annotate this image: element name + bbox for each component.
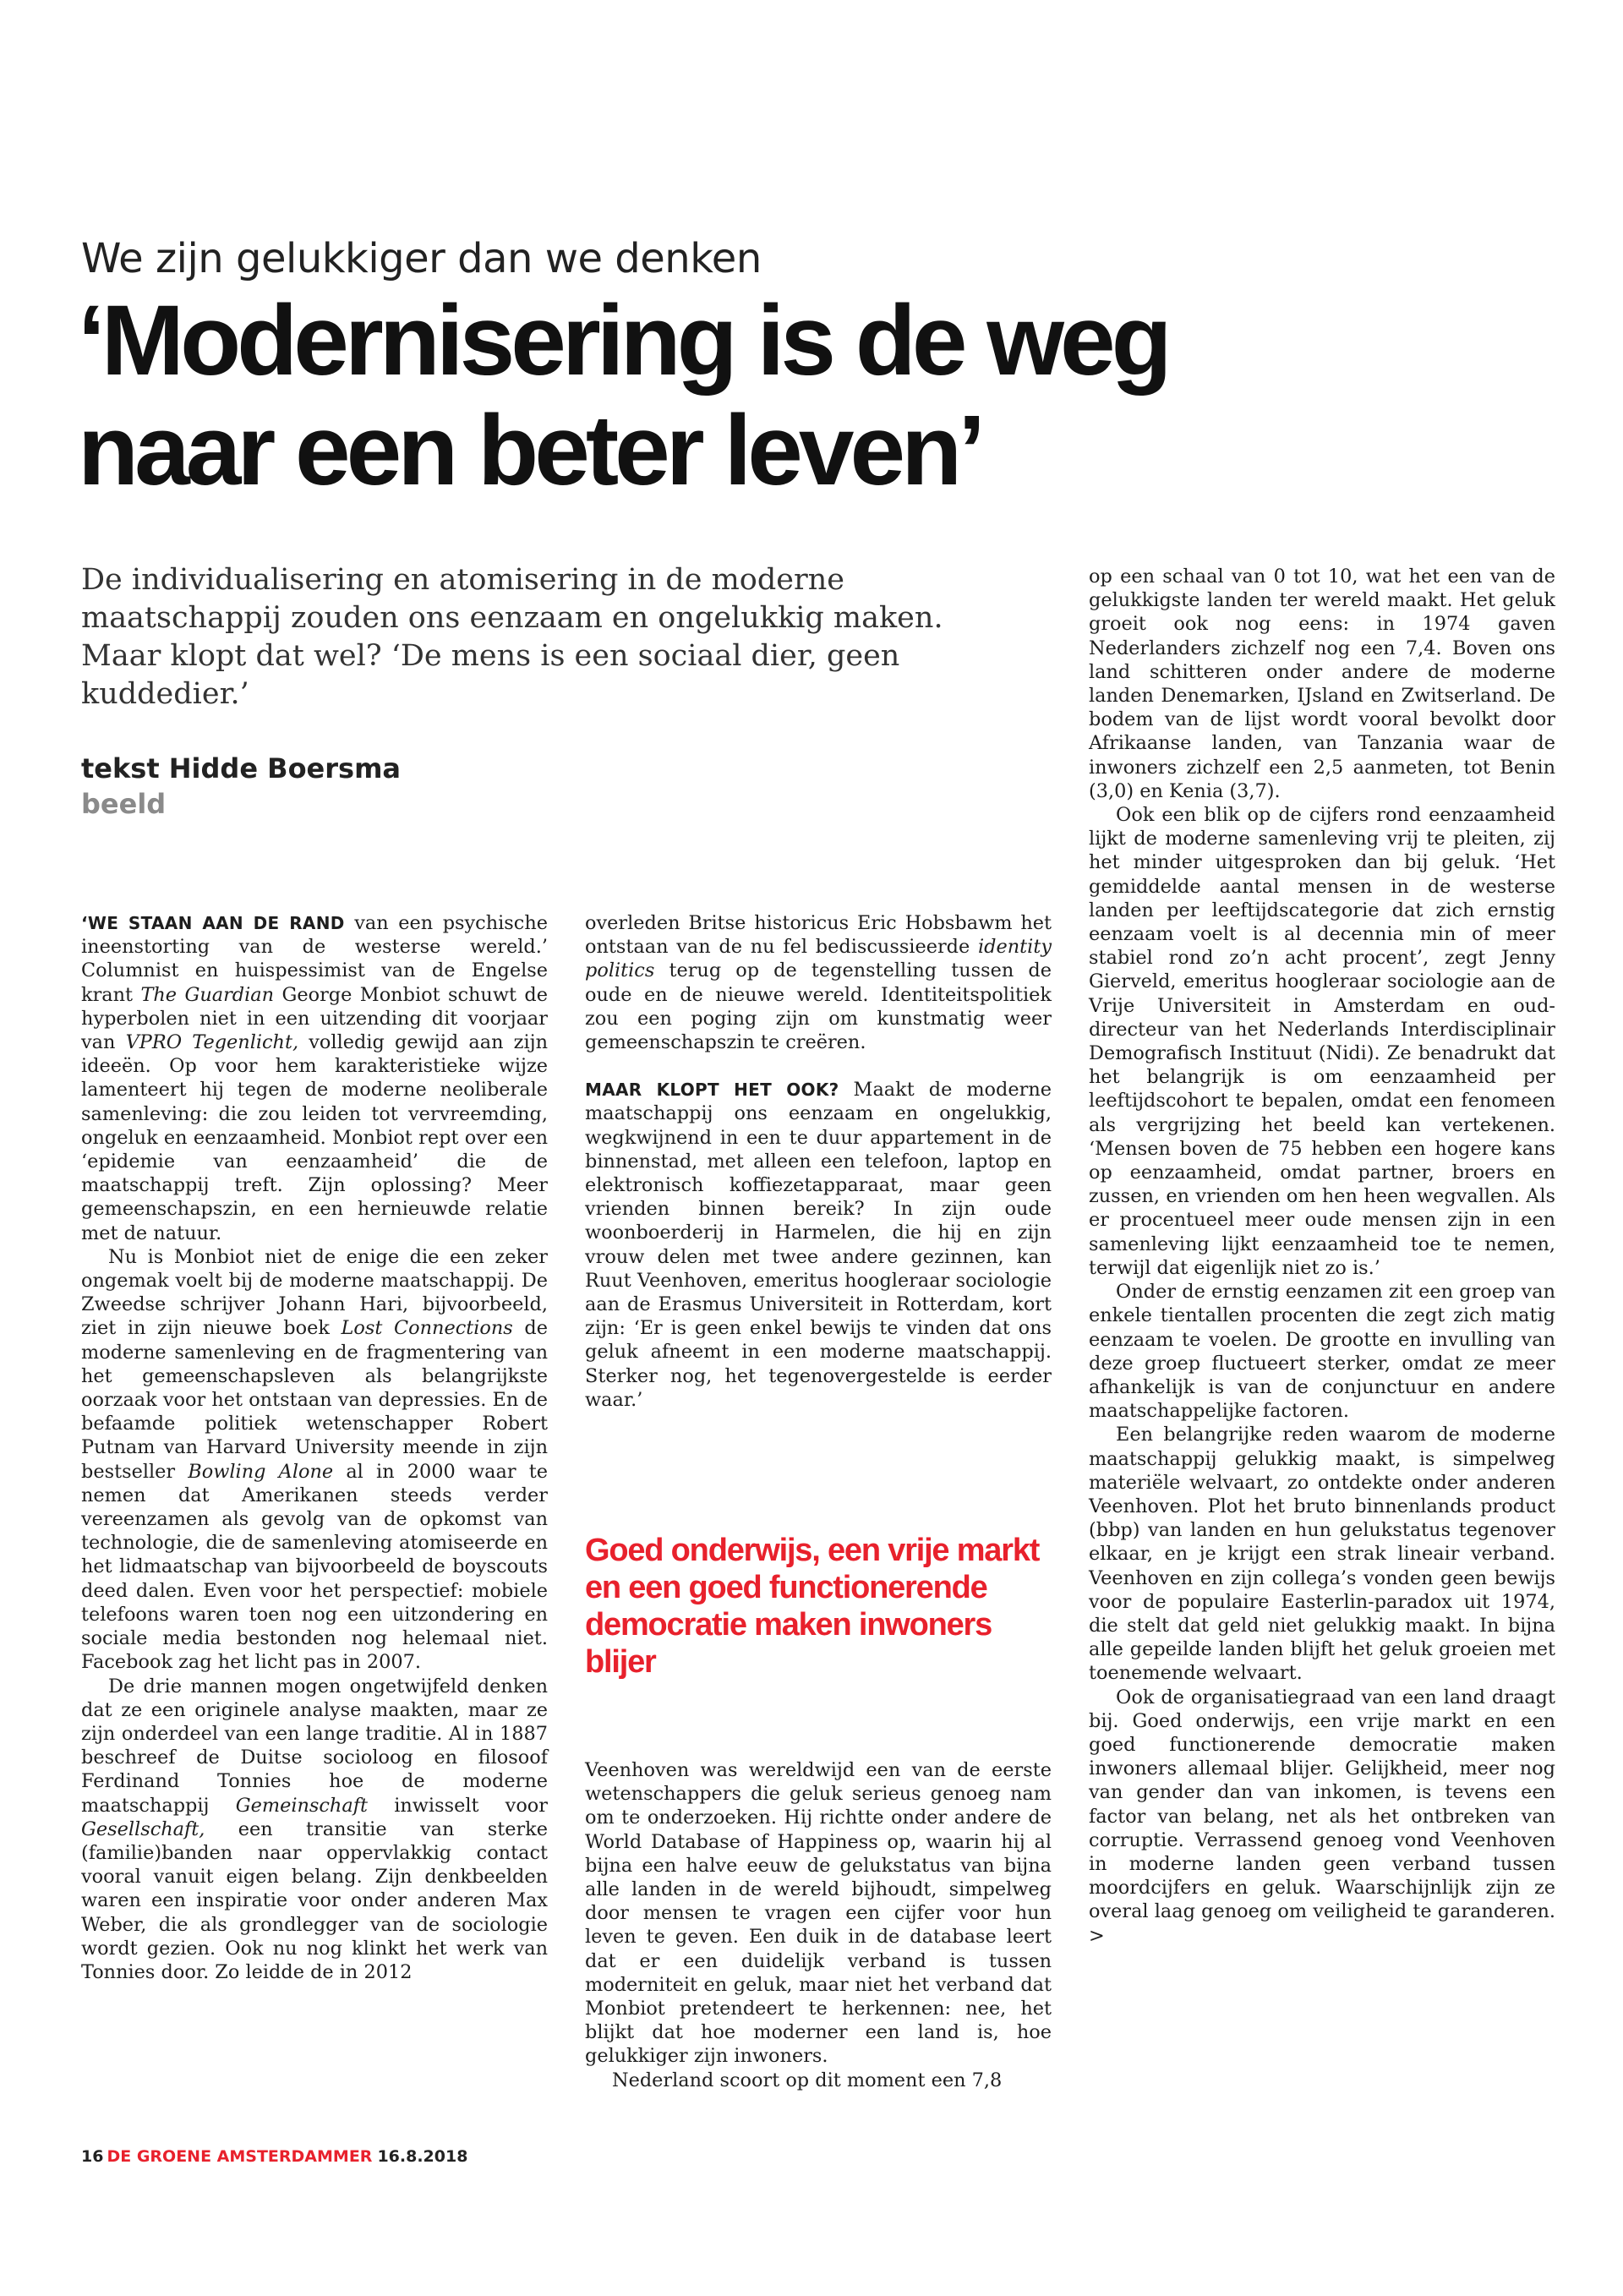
paragraph: Nu is Monbiot niet de enige die een zeker ongemak voelt bij de moderne maatschappij. De Zweedse schrijver Johann Hari, bijvoorbeeld, ziet in zijn nieuwe boek Lost Connections de moderne samenleving en de fragmentering van het gemeenschapsleven als belangrijkste oorzaak voor het ontstaan van depressies. En de befaamde politiek wetenschapper Robert Putnam van Harvard University meende in zijn bestseller Bowling Alone al in 2000 waar te nemen dat Amerikanen steeds verder vereenzamen als gevolg van de opkomst van technologie, die de samenleving atomiseerde en het lidmaatschap van bijvoorbeeld de boyscouts deed dalen. Even voor het perspectief: mobiele telefoons waren toen nog een uitzondering en sociale media bestonden nog helemaal niet. Facebook zag het licht pas in 2007. (81, 1245, 549, 1674)
byline (81, 751, 401, 822)
body-column-2-continued (585, 1758, 1052, 2092)
paragraph: De drie mannen mogen ongetwijfeld denken dat ze een originele analyse maakten, maar ze zijn onderdeel van een lange traditie. Al in 1887 beschreef de Duitse socioloog en filosoof Ferdinand Tonnies hoe de moderne maatschappij Gemeinschaft inwisselt voor Gesellschaft, een transitie van sterke (familie)banden naar oppervlakkig contact vooral vanuit eigen belang. Zijn denkbeelden waren een inspiratie voor onder anderen Max Weber, die als grondlegger van de sociologie wordt gezien. Ook nu nog klinkt het werk van Tonnies door. Zo leidde de in 2012 (81, 1675, 548, 1983)
article-headline (78, 286, 1346, 506)
paragraph: MAAR KLOPT HET OOK? Maakt de moderne maatschappij ons eenzaam en ongelukkig, wegkwijnend in een te duur appartement in de binnenstad, met alleen een telefoon, laptop en elektronisch koffiezetapparaat, maar geen vrienden binnen bereik? In zijn oude woonboerderij in Harmelen, die hij en zijn vrouw delen met twee andere gezinnen, kan Ruut Veenhoven, emeritus hoogleraar sociologie aan de Erasmus Universiteit in Rotterdam, kort zijn: ‘Er is geen enkel bewijs te vinden dat ons geluk afneemt in een moderne maatschappij. Sterker nog, het tegenovergestelde is eerder waar.’ (585, 1079, 1052, 1411)
paragraph: Een belangrijke reden waarom de moderne maatschappij gelukkig maakt, is simpelweg materiële welvaart, zo ontdekte onder anderen Veenhoven. Plot het bruto binnenlands product (bbp) van landen en hun gelukstatus tegenover elkaar, en je krijgt een strak lineair verband. Veenhoven en zijn collega’s vonden geen bewijs voor de populaire Easterlin-paradox uit 1974, die stelt dat geld niet gelukkig maakt. In bijna alle gepeilde landen blijft het geluk groeien met toenemende welvaart. (1089, 1424, 1555, 1685)
page-footer (81, 2147, 467, 2166)
body-column-3 (1089, 565, 1555, 1948)
paragraph: Nederland scoort op dit moment een 7,8 (612, 2069, 1003, 2091)
byline-author: tekst Hidde Boersma (81, 752, 402, 784)
paragraph: Onder de ernstig eenzamen zit een groep van enkele tientallen procenten die zegt zich matig eenzaam te voelen. De grootte en invulling van deze groep fluctueert sterker, omdat ze meer afhankelijk is van de conjunctuur en andere maatschappelijke factoren. (1089, 1281, 1555, 1423)
pull-quote: Goed onderwijs, een vrije markt en een goed functionerende democratie maken inwoners blijer (585, 1533, 1040, 1680)
byline-image-credit: beeld (81, 788, 167, 820)
paragraph: Veenhoven was wereldwijd een van de eerste wetenschappers die geluk serieus genoeg nam om te onderzoeken. Hij richtte onder andere de World Database of Happiness op, waarin hij al bijna een halve eeuw de gelukstatus van bijna alle landen in de wereld bijhoudt, simpelweg door mensen te vragen een cijfer voor hun leven te geven. Een duik in de database leert dat er een duidelijk verband is tussen moderniteit en geluk, maar niet het verband dat Monbiot pretendeert te herkennen: nee, het blijkt dat hoe moderner een land is, hoe gelukkiger zijn inwoners. (585, 1759, 1052, 2068)
paragraph: overleden Britse historicus Eric Hobsbawm het ontstaan van de nu fel bediscussieerde identity politics terug op de tegenstelling tussen de oude en de nieuwe wereld. Identiteitspolitiek zou een poging zijn om kunstmatig weer gemeenschapszin te creëren. (585, 912, 1052, 1054)
page-number: 16 (81, 2147, 104, 2166)
headline-line-1: ‘Modernisering is de weg (78, 285, 1168, 396)
body-column-1 (81, 911, 548, 1984)
lead-in: MAAR KLOPT HET OOK? (585, 1080, 839, 1101)
article-intro: De individualisering en atomisering in de moderne maatschappij zouden ons eenzaam en ongelukkig maken. Maar klopt dat wel? ‘De mens is een sociaal dier, geen kuddedier.’ (81, 563, 943, 711)
article-kicker: We zijn gelukkiger dan we denken (81, 235, 762, 282)
paragraph: Ook de organisatiegraad van een land draagt bij. Goed onderwijs, een vrije markt en een goed functionerende democratie maken inwoners allemaal blijer. Gelijkheid, meer nog van gender dan van inkomen, is tevens een factor van belang, net als het ontbreken van corruptie. Verrassend genoeg vond Veenhoven in moderne landen geen verband tussen moordcijfers en geluk. Waarschijnlijk zijn ze overal laag genoeg om veiligheid te garanderen. > (1089, 1686, 1555, 1947)
paragraph: op een schaal van 0 tot 10, wat het een van de gelukkigste landen ter wereld maakt. Het geluk groeit ook nog eens: in 1974 gaven Nederlanders zichzelf nog een 7,4. Boven ons land schitteren onder andere de moderne landen Denemarken, IJsland en Zwitserland. De bodem van de lijst wordt vooral bevolkt door Afrikaanse landen, van Tanzania waar de inwoners zichzelf een 2,5 aanmeten, tot Benin (3,0) en Kenia (3,7). (1089, 566, 1555, 802)
headline-line-2: naar een beter leven’ (78, 395, 982, 506)
lead-in: ‘WE STAAN AAN DE RAND (81, 913, 345, 933)
body-column-2 (585, 911, 1052, 1412)
paragraph: ‘WE STAAN AAN DE RAND van een psychische ineenstorting van de westerse wereld.’ Columnist en huispessimist van de Engelse krant The Guardian George Monbiot schuwt de hyperbolen niet in een uitzending dit voorjaar van VPRO Tegenlicht, volledig gewijd aan zijn ideeën. Op voor hem karakteristieke wijze lamenteert hij tegen de moderne neoliberale samenleving: die zou leiden tot vervreemding, ongeluk en eenzaamheid. Monbiot rept over een ‘epidemie van eenzaamheid’ die de maatschappij treft. Zijn oplossing? Meer gemeenschapszin, en een hernieuwde relatie met de natuur. (81, 912, 548, 1244)
issue-date: 16.8.2018 (377, 2147, 468, 2166)
paragraph: Ook een blik op de cijfers rond eenzaamheid lijkt de moderne samenleving vrij te pleiten, zij het minder uitgesproken dan bij geluk. ‘Het gemiddelde aantal mensen in de westerse landen per leeftijdscategorie dat zich ernstig eenzaam voelt is al decennia min of meer stabiel rond zo’n acht procent’, zegt Jenny Gierveld, emeritus hoogleraar sociologie aan de Vrije Universiteit in Amsterdam en oud-directeur van het Nederlands Interdisciplinair Demografisch Instituut (Nidi). Ze benadrukt dat het belangrijk is om eenzaamheid per leeftijdscohort te bepalen, omdat een fenomeen als vergrijzing het beeld kan vertekenen. ‘Mensen boven de 75 hebben een hogere kans op eenzaamheid, omdat partner, broers en zussen, en vrienden om hen heen wegvallen. Als er procentueel meer oude mensen zijn in een samenleving lijkt eenzaamheid toe te nemen, terwijl dat eigenlijk niet zo is.’ (1089, 804, 1555, 1279)
publication-name: DE GROENE AMSTERDAMMER (107, 2147, 373, 2166)
